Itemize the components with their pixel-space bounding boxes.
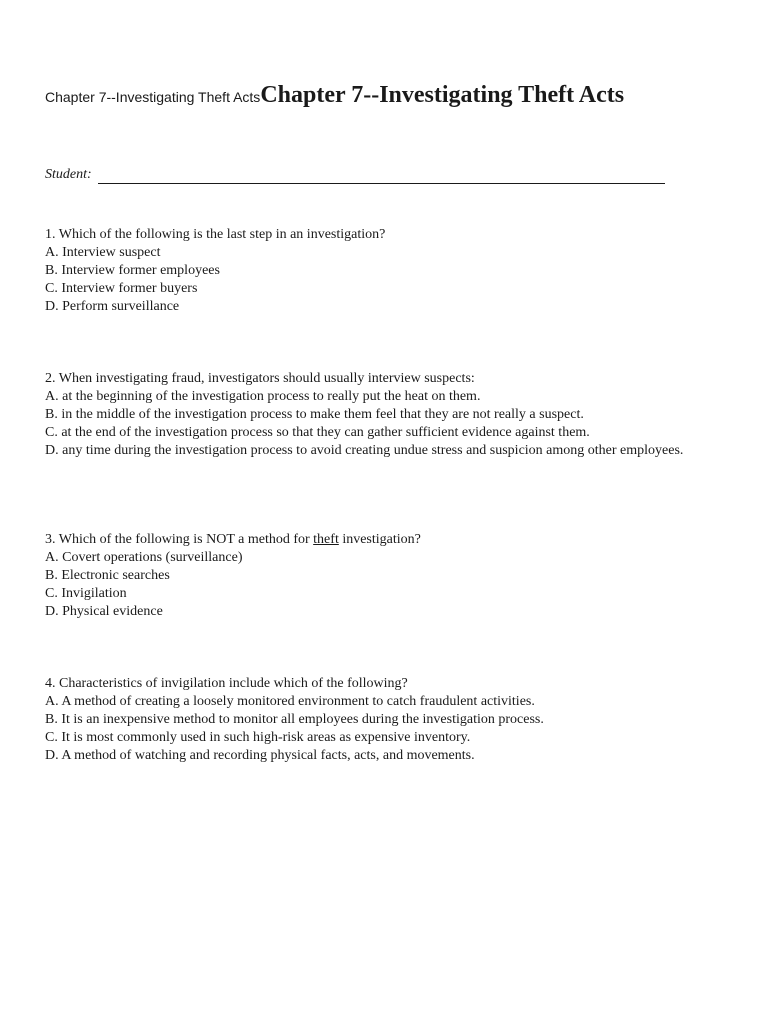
running-title: Chapter 7--Investigating Theft Acts	[45, 89, 261, 105]
answer-option-a: A. A method of creating a loosely monitored environment to catch fraudulent activities.	[45, 694, 535, 709]
question-4	[45, 675, 685, 765]
answer-option-d: D. Perform surveillance	[45, 299, 180, 314]
underlined-term: theft	[313, 532, 339, 547]
answer-option-b: B. Electronic searches	[45, 568, 170, 583]
answer-option-b: B. in the middle of the investigation process to make them feel that they are not really a suspect.	[45, 407, 584, 422]
answer-option-d: D. any time during the investigation process to avoid creating undue stress and suspicion among other employees.	[45, 443, 684, 458]
answer-option-c: C. at the end of the investigation process so that they can gather sufficient evidence against them.	[45, 425, 590, 440]
answer-option-a: A. Covert operations (surveillance)	[45, 550, 243, 565]
answer-option-a: A. at the beginning of the investigation process to really put the heat on them.	[45, 389, 481, 404]
question-stem-end: investigation?	[338, 532, 421, 547]
answer-option-d: D. Physical evidence	[45, 604, 163, 619]
student-name-line[interactable]	[98, 169, 665, 184]
question-stem: 1. Which of the following is the last step in an investigation?	[45, 227, 386, 242]
answer-option-c: C. Interview former buyers	[45, 281, 198, 296]
answer-option-a: A. Interview suspect	[45, 245, 161, 260]
answer-option-c: C. Invigilation	[45, 586, 127, 601]
student-name-row	[45, 166, 665, 184]
answer-option-b: B. Interview former employees	[45, 263, 220, 278]
question-2	[45, 370, 685, 460]
question-1	[45, 226, 685, 316]
question-3	[45, 531, 685, 621]
question-stem: 4. Characteristics of invigilation include which of the following?	[45, 676, 408, 691]
answer-option-c: C. It is most commonly used in such high-risk areas as expensive inventory.	[45, 730, 471, 745]
page-title: Chapter 7--Investigating Theft Acts	[260, 82, 625, 108]
page-header	[45, 82, 624, 109]
question-stem	[45, 531, 685, 549]
student-label: Student:	[45, 167, 92, 182]
answer-option-b: B. It is an inexpensive method to monitor all employees during the investigation process.	[45, 712, 544, 727]
answer-option-d: D. A method of watching and recording physical facts, acts, and movements.	[45, 748, 475, 763]
question-stem: 2. When investigating fraud, investigators should usually interview suspects:	[45, 371, 475, 386]
question-stem-start: 3. Which of the following is NOT a method for	[45, 532, 314, 547]
